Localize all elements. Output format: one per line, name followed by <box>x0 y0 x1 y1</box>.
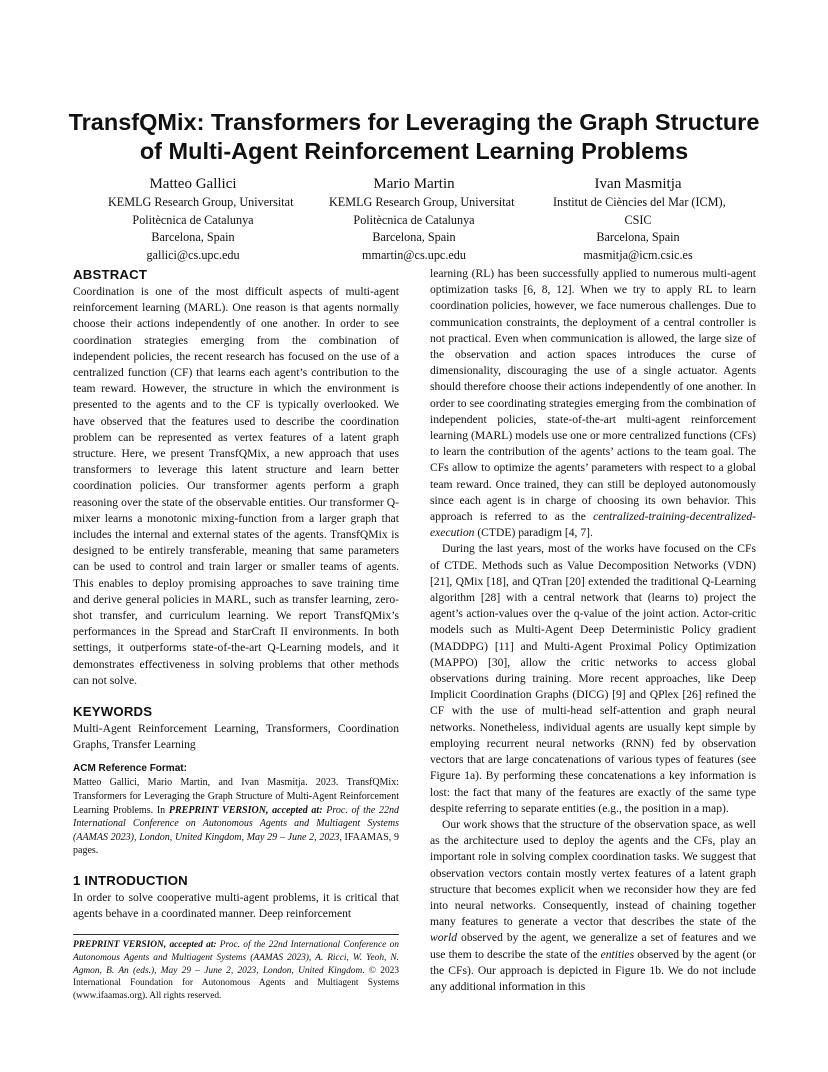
author-affiliation: KEMLG Research Group, Universitat <box>108 195 294 209</box>
author-name: Matteo Gallici <box>149 176 237 192</box>
author-affiliation: KEMLG Research Group, Universitat <box>329 195 515 209</box>
intro-heading: 1 INTRODUCTION <box>73 873 188 889</box>
body-paragraph: During the last years, most of the works have focused on the CFs of CTDE. Methods such as Value Decomposition Networks (VDN) [21], QMix [18], and QTran [20] extended the traditional Q-Learning algorithm [28] with a central network that (learns to) project the agent’s action-values over the q-value of the joint action. Actor-critic models such as Multi-Agent Deep Deterministic Policy gradient (MADDPG) [11] and Multi-Agent Proximal Policy Optimization (MAPPO) [30], allow the critic networks to access global observations during training. More recent approaches, like Deep Implicit Coordination Graphs (DICG) [9] and QPlex [26] refined the CF with the use of multi-head self-attention and graph neural networks. Nonetheless, individual agents are usually kept simple by employing recurrent neural networks (RNN) fed by observation vectors that are large concatenations of various types of features (see Figure 1a). By performing these concatenations a key information is lost: the fact that many of the features are exactly of the same type despite referring to separate entities (e.g., the position in a map). <box>430 542 756 815</box>
author-block <box>108 174 294 264</box>
author-location: Barcelona, Spain <box>151 230 235 245</box>
author-affiliation: Politècnica de Catalunya <box>132 212 254 227</box>
author-email[interactable]: gallici@cs.upc.edu <box>146 247 240 262</box>
author-block <box>329 174 515 264</box>
intro-paragraph: In order to solve cooperative multi-agent problems, it is critical that agents behave in a coordinated manner. Deep reinforcement <box>73 891 399 921</box>
keywords-text: Multi-Agent Reinforcement Learning, Transformers, Coordination Graphs, Transfer Learning <box>73 722 399 752</box>
body-paragraph: Our work shows that the structure of the observation space, as well as the architecture used to deploy the agents and the CFs, play an important role in solving complex coordination tasks. We suggest that observation vectors contain mostly vertex features of a latent graph structure that becomes explicit when we reconsider how they are fed into neural networks. Consequently, instead of chaining together many features to generate a vector that describes the state of the world observed by the agent, we generalize a set of features and we use them to describe the state of the entities observed by the agent (or the CFs). Our approach is depicted in Figure 1b. We do not include any additional information in this <box>430 817 756 993</box>
abstract-heading: ABSTRACT <box>73 267 148 282</box>
acm-reference-text: Matteo Gallici, Mario Martin, and Ivan Masmitja. 2023. TransfQMix: Transformers for Leveraging the Graph Structure of Multi-Agent Reinforcement Learning Problems. In PREPRINT VERSION, accepted at: Proc. of the 22nd International Conference on Autonomous Agents and Multiagent Systems (AAMAS 2023), London, United Kingdom, May 29 – June 2, 2023, IFAAMAS, 9 pages. <box>73 777 400 857</box>
author-affiliation: Politècnica de Catalunya <box>353 212 475 227</box>
author-affiliation: Institut de Ciències del Mar (ICM), <box>553 195 726 209</box>
author-name: Mario Martin <box>373 176 455 192</box>
author-affiliation: CSIC <box>624 212 652 227</box>
acm-reference-heading: ACM Reference Format: <box>73 763 187 775</box>
paper-title: TransfQMix: Transformers for Leveraging the Graph Structure of Multi-Agent Reinforcement Learning Problems <box>68 109 760 164</box>
right-column <box>430 266 756 995</box>
author-location: Barcelona, Spain <box>372 230 456 245</box>
acm-reference <box>73 762 399 858</box>
author-location: Barcelona, Spain <box>596 230 680 245</box>
footnote: PREPRINT VERSION, accepted at: Proc. of the 22nd International Conference on Autonomous Agents and Multiagent Systems (AAMAS 2023), A. Ricci, W. Yeoh, N. Agmon, B. An (eds.), May 29 – June 2, 2023, London, United Kingdom. © 2023 International Foundation for Autonomous Agents and Multiagent Systems (www.ifaamas.org). All rights reserved. <box>73 934 399 1002</box>
keywords-heading: KEYWORDS <box>73 704 153 720</box>
author-block <box>553 174 726 264</box>
left-column <box>73 266 399 1002</box>
author-name: Ivan Masmitja <box>594 176 682 192</box>
body-paragraph: learning (RL) has been successfully applied to numerous multi-agent optimization tasks [6, 8, 12]. When we try to apply RL to learn coordination policies, however, we face numerous challenges. Due to communication constraints, the deployment of a central controller is not practical. Even when communication is allowed, the large size of the observation and action spaces introduces the curse of dimensionality, discouraging the use of a single actuator. Agents should therefore choose their actions independently of one another. In order to see coordinating strategies emerging from the combination of independent policies, state-of-the-art multi-agent reinforcement learning (MARL) models use one or more centralized functions (CFs) to learn the contribution of the agents’ actions to the team goal. The CFs allow to optimize the agents’ parameters with respect to a global team reward. Once trained, they can still be deployed autonomously since each agent is in charge of choosing its own behavior. This approach is referred to as the centralized-training-decentralized-execution (CTDE) paradigm [4, 7]. <box>430 267 756 540</box>
author-email[interactable]: mmartin@cs.upc.edu <box>362 247 466 262</box>
author-email[interactable]: masmitja@icm.csic.es <box>583 247 693 262</box>
abstract-text: Coordination is one of the most difficult aspects of multi-agent reinforcement learning (MARL). One reason is that agents normally choose their actions independently of one another. In order to see coordination strategies emerging from the combination of independent policies, the recent research has focused on the use of a centralized function (CF) that learns each agent’s contribution to the team reward. However, the structure in which the environment is presented to the agents and to the CF is typically overlooked. We have observed that the features used to describe the coordination problem can be represented as vertex features of a latent graph structure. Here, we present TransfQMix, a new approach that uses transformers to leverage this latent structure and learn better coordination policies. Our transformer agents perform a graph reasoning over the state of the observable entities. Our transformer Q-mixer learns a monotonic mixing-function from a larger graph that includes the internal and external states of the agents. TransfQMix is designed to be entirely transferable, meaning that same parameters can be used to control and train larger or smaller teams of agents. This enables to deploy promising approaches to save training time and derive general policies in MARL, such as transfer learning, zero-shot transfer, and curriculum learning. We report TransfQMix’s performances in the Spread and StarCraft II environments. In both settings, it outperforms state-of-the-art Q-Learning models, and it demonstrates effectiveness in solving problems that other methods can not solve. <box>73 285 399 687</box>
